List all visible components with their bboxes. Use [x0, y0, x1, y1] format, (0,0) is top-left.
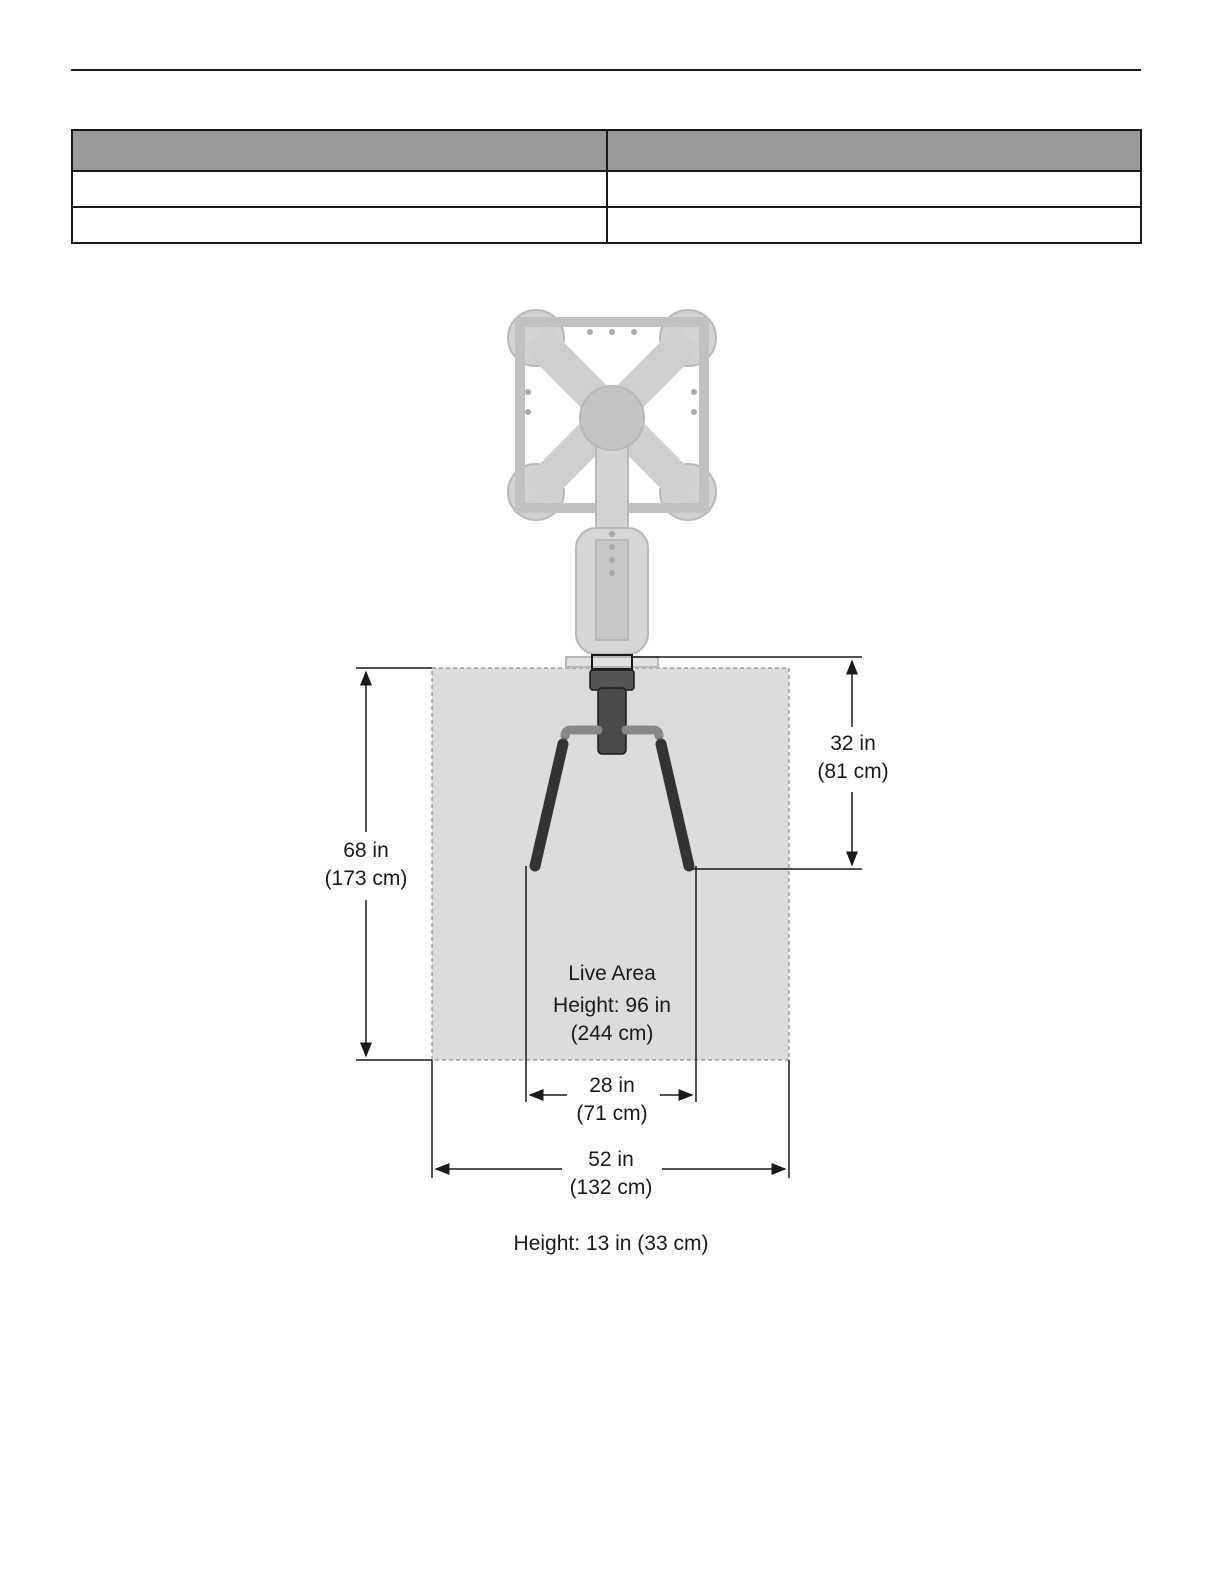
- live-area-height: Height: 96 in: [553, 994, 671, 1017]
- reach-metric: (81 cm): [817, 760, 889, 783]
- width-value: 52 in: [588, 1148, 634, 1171]
- depth-metric: (173 cm): [324, 867, 408, 890]
- reach-value: 32 in: [830, 732, 876, 755]
- live-area-label: [553, 962, 671, 1045]
- width-metric: (132 cm): [569, 1176, 653, 1199]
- span-value: 28 in: [589, 1074, 635, 1097]
- live-area-title: Live Area: [568, 962, 656, 985]
- live-area-metric: (244 cm): [570, 1022, 654, 1045]
- machine-ghost: [508, 310, 716, 667]
- diagram-caption: [514, 1232, 709, 1255]
- caption-height: Height: 13 in (33 cm): [513, 1232, 709, 1255]
- dimension-depth: [325, 668, 432, 1060]
- depth-value: 68 in: [343, 839, 389, 862]
- span-metric: (71 cm): [576, 1102, 648, 1125]
